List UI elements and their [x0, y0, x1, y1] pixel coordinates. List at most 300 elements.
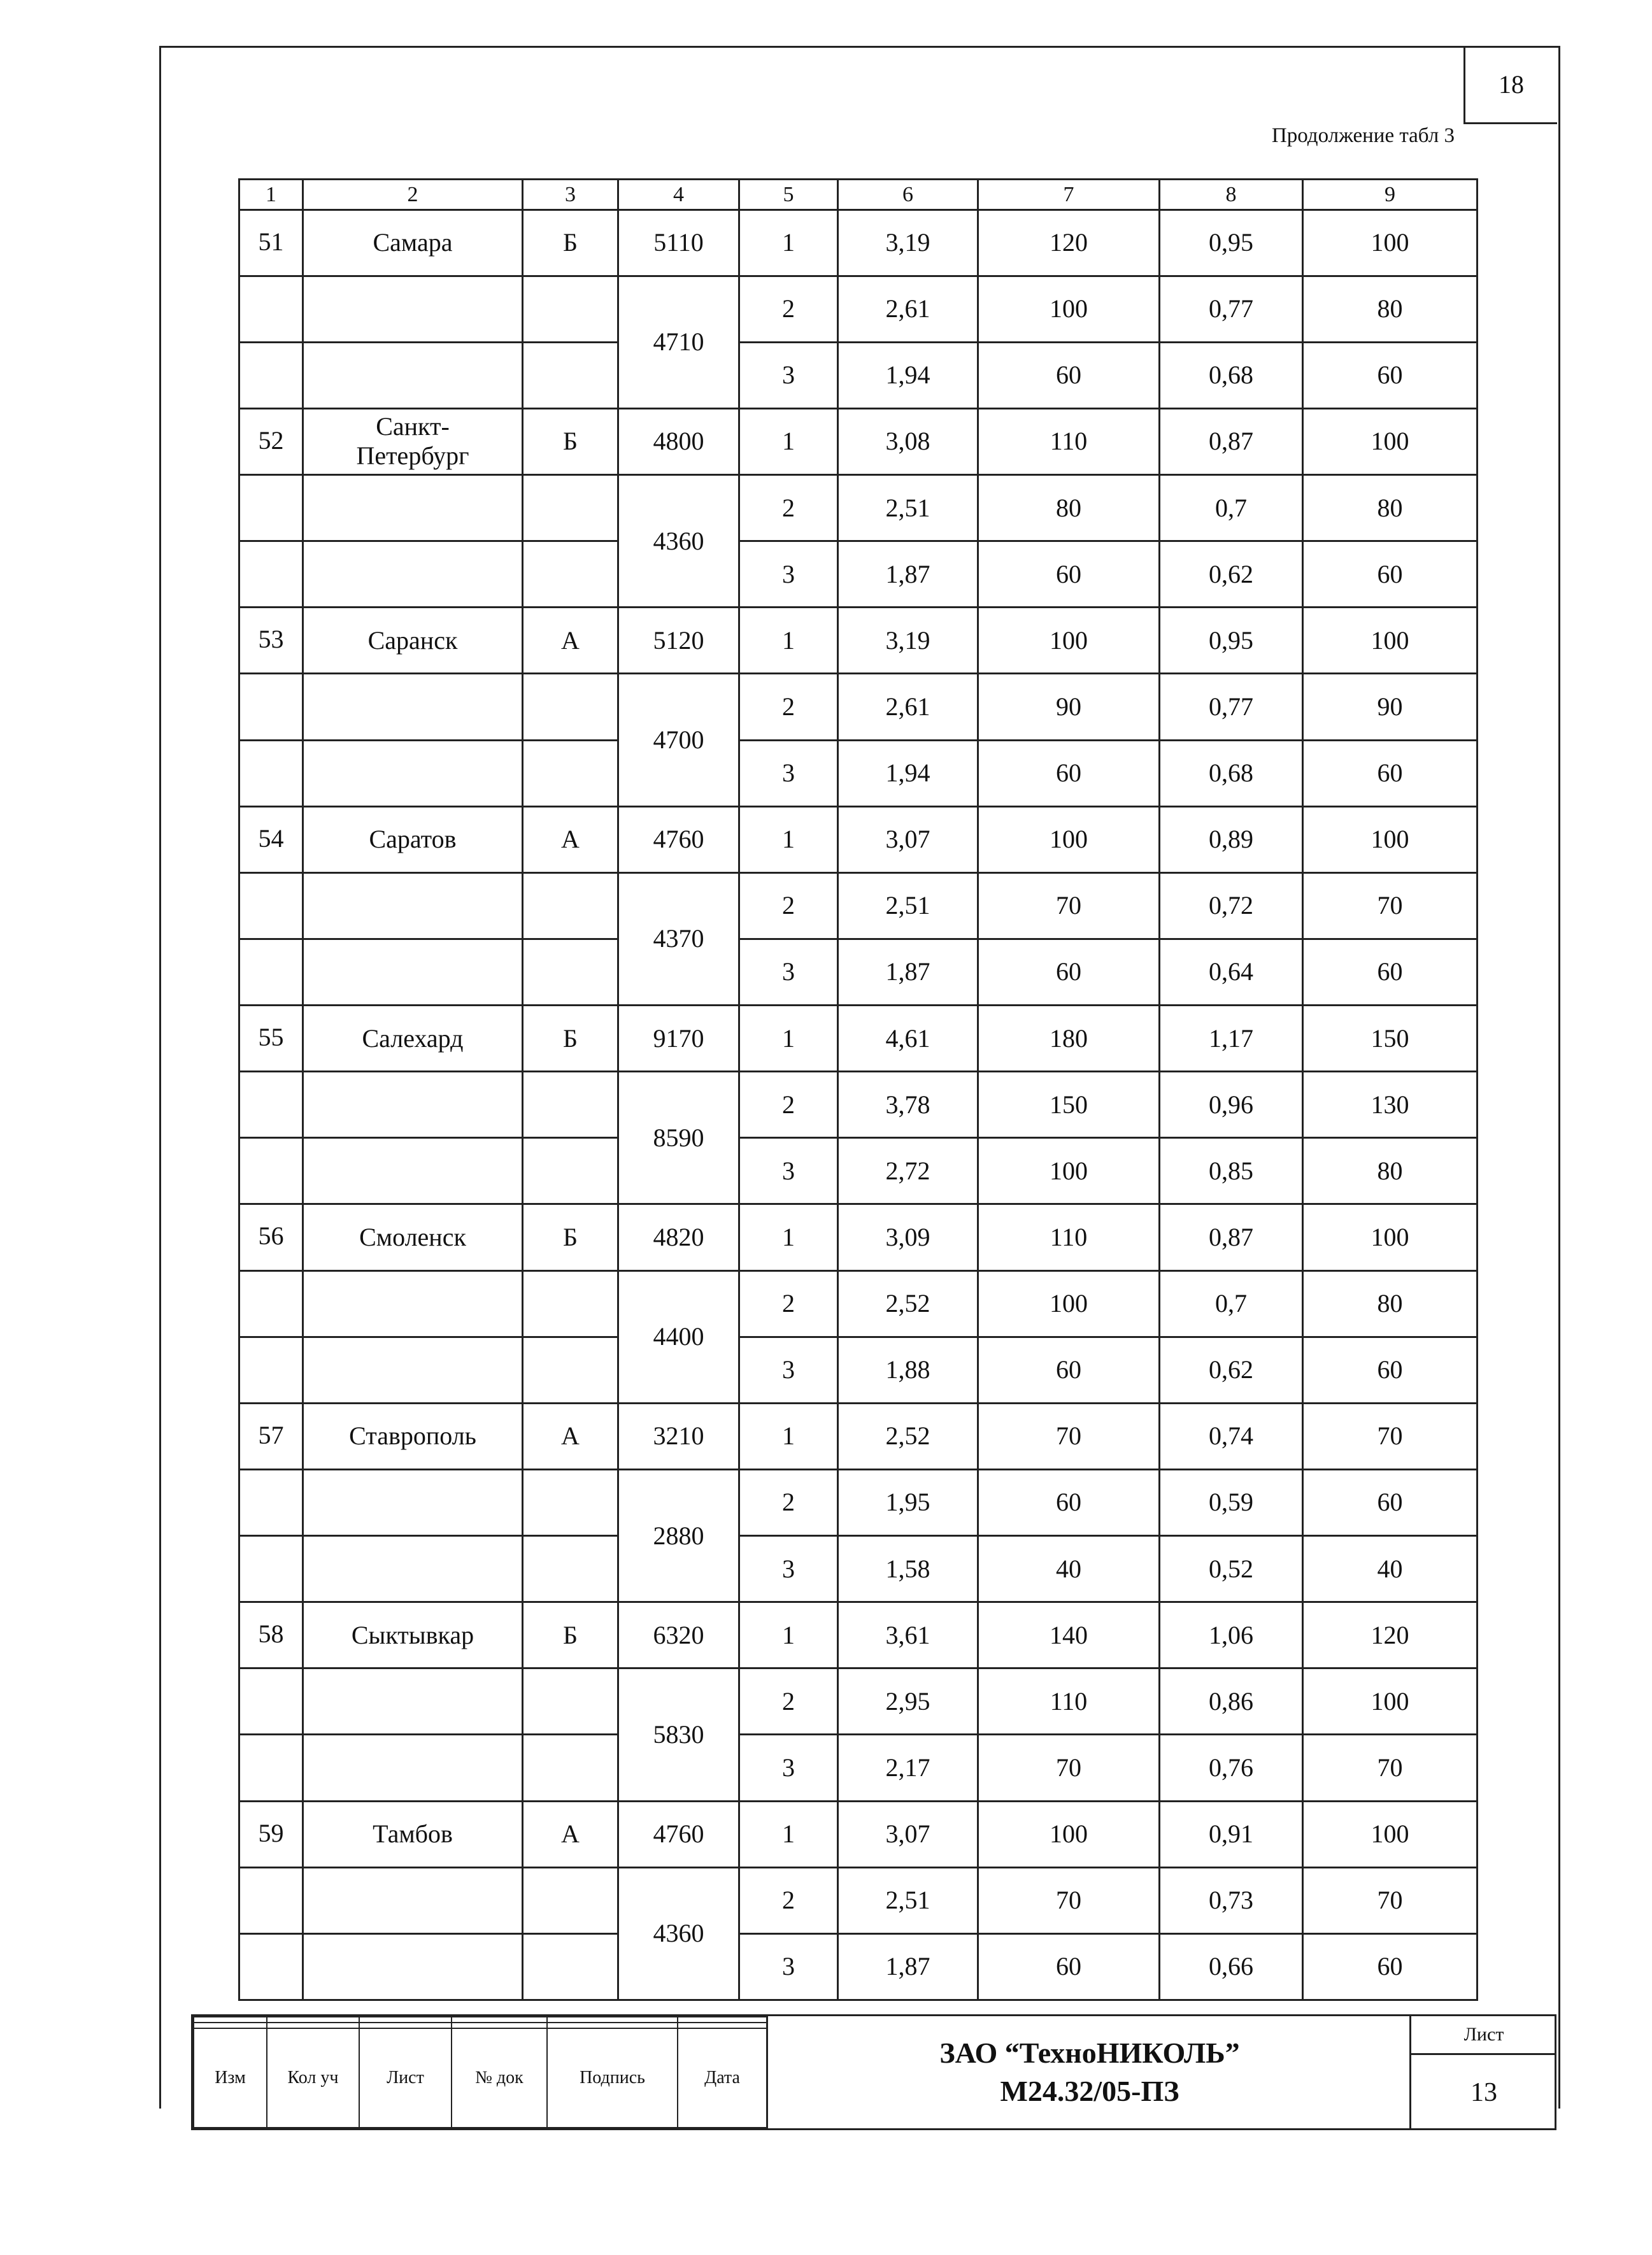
row-number: [239, 1270, 303, 1337]
cell-col8: 1,06: [1160, 1602, 1303, 1668]
cell-col5: 3: [739, 1536, 838, 1602]
stamp-cell: [678, 2017, 767, 2023]
cell-col5: 1: [739, 1204, 838, 1270]
cell-col5: 3: [739, 1337, 838, 1403]
cell-col7: 140: [978, 1602, 1160, 1668]
row-number: [239, 1536, 303, 1602]
table-row: [239, 1933, 1478, 2000]
city-name: Сыктывкар: [303, 1602, 523, 1668]
cell-col9: 70: [1303, 1867, 1478, 1933]
cell-col6: 2,51: [838, 1867, 978, 1933]
zone-cell: [523, 1337, 618, 1403]
city-name: Тамбов: [303, 1801, 523, 1867]
cell-col6: 3,08: [838, 408, 978, 474]
header-cell: 1: [239, 180, 303, 210]
cell-col8: 0,62: [1160, 1337, 1303, 1403]
zone-cell: Б: [523, 1602, 618, 1668]
city-name: [303, 1867, 523, 1933]
cell-col9: 150: [1303, 1006, 1478, 1072]
stamp-cell: [678, 2023, 767, 2028]
cell-col7: 60: [978, 939, 1160, 1005]
cell-col6: 3,19: [838, 608, 978, 674]
cell-col6: 2,17: [838, 1735, 978, 1801]
zone-cell: [523, 1933, 618, 2000]
cell-col6: 2,95: [838, 1668, 978, 1735]
stamp-cell: [267, 2023, 359, 2028]
data-table: [238, 178, 1478, 2001]
cell-col9: 40: [1303, 1536, 1478, 1602]
cell-col5: 2: [739, 872, 838, 939]
revision-grid: [193, 2016, 767, 2128]
cell-col8: 0,95: [1160, 210, 1303, 276]
city-name: Саранск: [303, 608, 523, 674]
row-number: [239, 939, 303, 1005]
cell-col8: 0,95: [1160, 608, 1303, 674]
cell-col8: 1,17: [1160, 1006, 1303, 1072]
city-name: Салехард: [303, 1006, 523, 1072]
city-name: Самара: [303, 210, 523, 276]
zone-cell: Б: [523, 408, 618, 474]
cell-col7: 100: [978, 1270, 1160, 1337]
cell-col8: 0,59: [1160, 1469, 1303, 1535]
stamp-cell: [547, 2017, 678, 2023]
table-row: [239, 939, 1478, 1005]
table-row: [239, 806, 1478, 872]
cell-col4: 5110: [618, 210, 739, 276]
continuation-note: Продолжение табл 3: [1271, 124, 1455, 147]
zone-cell: Б: [523, 1006, 618, 1072]
city-name: Ставрополь: [303, 1403, 523, 1469]
row-number: [239, 872, 303, 939]
zone-cell: [523, 1536, 618, 1602]
cell-col6: 1,87: [838, 939, 978, 1005]
zone-cell: Б: [523, 210, 618, 276]
cell-col9: 60: [1303, 342, 1478, 408]
table-row: [239, 342, 1478, 408]
cell-col9: 60: [1303, 1933, 1478, 2000]
cell-col5: 2: [739, 674, 838, 740]
cell-col8: 0,7: [1160, 475, 1303, 541]
cell-col7: 60: [978, 1469, 1160, 1535]
cell-col6: 2,61: [838, 674, 978, 740]
city-name: [303, 939, 523, 1005]
cell-col8: 0,68: [1160, 342, 1303, 408]
cell-col5: 3: [739, 1138, 838, 1204]
zone-cell: [523, 1072, 618, 1138]
header-cell: 6: [838, 180, 978, 210]
stamp-label: Изм: [194, 2028, 267, 2128]
cell-col7: 70: [978, 1867, 1160, 1933]
row-number: 56: [239, 1204, 303, 1270]
cell-col8: 0,87: [1160, 1204, 1303, 1270]
row-number: [239, 1138, 303, 1204]
cell-col5: 3: [739, 939, 838, 1005]
city-name: [303, 1668, 523, 1735]
row-number: [239, 342, 303, 408]
header-cell: 2: [303, 180, 523, 210]
cell-col6: 3,07: [838, 1801, 978, 1867]
cell-col7: 180: [978, 1006, 1160, 1072]
table-row: [239, 541, 1478, 608]
cell-col6: 1,94: [838, 342, 978, 408]
table-row: [239, 1602, 1478, 1668]
table-row: [239, 1801, 1478, 1867]
city-name: [303, 342, 523, 408]
cell-col7: 40: [978, 1536, 1160, 1602]
table-row: [239, 1006, 1478, 1072]
cell-col8: 0,66: [1160, 1933, 1303, 2000]
city-name: Санкт- Петербург: [303, 408, 523, 474]
cell-col5: 1: [739, 1403, 838, 1469]
cell-col5: 3: [739, 1735, 838, 1801]
cell-col9: 60: [1303, 740, 1478, 806]
city-name: [303, 740, 523, 806]
zone-cell: Б: [523, 1204, 618, 1270]
table-row: [239, 1668, 1478, 1735]
cell-col4: 3210: [618, 1403, 739, 1469]
header-cell: 9: [1303, 180, 1478, 210]
cell-col4: 4360: [618, 475, 739, 608]
row-number: [239, 1072, 303, 1138]
cell-col4: 5120: [618, 608, 739, 674]
stamp-label: № док: [452, 2028, 547, 2128]
row-number: [239, 1735, 303, 1801]
city-name: [303, 1138, 523, 1204]
cell-col8: 0,77: [1160, 276, 1303, 342]
cell-col4: 4360: [618, 1867, 739, 2000]
sheet-box: [1409, 2016, 1556, 2128]
zone-cell: [523, 541, 618, 608]
stamp-cell: [267, 2017, 359, 2023]
cell-col7: 70: [978, 1403, 1160, 1469]
cell-col6: 2,61: [838, 276, 978, 342]
page-number: 18: [1463, 46, 1557, 124]
zone-cell: [523, 740, 618, 806]
row-number: [239, 475, 303, 541]
table-row: [239, 1867, 1478, 1933]
city-name: [303, 1469, 523, 1535]
zone-cell: [523, 1867, 618, 1933]
cell-col6: 2,51: [838, 475, 978, 541]
cell-col8: 0,86: [1160, 1668, 1303, 1735]
table-row: [239, 740, 1478, 806]
cell-col9: 70: [1303, 1735, 1478, 1801]
cell-col7: 60: [978, 740, 1160, 806]
cell-col5: 2: [739, 1469, 838, 1535]
row-number: 55: [239, 1006, 303, 1072]
city-name: [303, 1072, 523, 1138]
city-name: [303, 1337, 523, 1403]
stamp-cell: [359, 2017, 452, 2023]
cell-col9: 80: [1303, 475, 1478, 541]
table-row: [239, 1204, 1478, 1270]
zone-cell: [523, 1270, 618, 1337]
table-row: [239, 1735, 1478, 1801]
row-number: [239, 674, 303, 740]
zone-cell: [523, 1138, 618, 1204]
stamp-cell: [194, 2023, 267, 2028]
cell-col7: 100: [978, 276, 1160, 342]
table-row: [239, 210, 1478, 276]
cell-col6: 1,88: [838, 1337, 978, 1403]
header-cell: 8: [1160, 180, 1303, 210]
row-number: 54: [239, 806, 303, 872]
stamp-label: Подпись: [547, 2028, 678, 2128]
row-number: [239, 1933, 303, 2000]
cell-col5: 3: [739, 1933, 838, 2000]
cell-col8: 0,96: [1160, 1072, 1303, 1138]
cell-col5: 2: [739, 1867, 838, 1933]
document-code: М24.32/05-ПЗ: [1000, 2075, 1179, 2107]
cell-col7: 100: [978, 806, 1160, 872]
cell-col9: 90: [1303, 674, 1478, 740]
cell-col4: 4700: [618, 674, 739, 806]
cell-col4: 4710: [618, 276, 739, 408]
city-name: [303, 1536, 523, 1602]
cell-col6: 1,87: [838, 1933, 978, 2000]
cell-col7: 90: [978, 674, 1160, 740]
stamp-cell: [452, 2023, 547, 2028]
header-cell: 3: [523, 180, 618, 210]
cell-col9: 60: [1303, 541, 1478, 608]
cell-col8: 0,89: [1160, 806, 1303, 872]
cell-col6: 3,07: [838, 806, 978, 872]
table-row: [239, 1469, 1478, 1535]
table-row: [239, 1337, 1478, 1403]
row-number: 59: [239, 1801, 303, 1867]
stamp-cell: [452, 2017, 547, 2023]
title-block: [191, 2014, 1556, 2130]
cell-col4: 8590: [618, 1072, 739, 1204]
cell-col5: 2: [739, 475, 838, 541]
cell-col5: 2: [739, 276, 838, 342]
cell-col9: 100: [1303, 608, 1478, 674]
cell-col6: 1,94: [838, 740, 978, 806]
stamp-cell: [194, 2017, 267, 2023]
cell-col5: 1: [739, 1006, 838, 1072]
cell-col5: 3: [739, 740, 838, 806]
stamp-label: Дата: [678, 2028, 767, 2128]
row-number: 57: [239, 1403, 303, 1469]
table-row: [239, 276, 1478, 342]
zone-cell: [523, 939, 618, 1005]
city-name: [303, 475, 523, 541]
cell-col9: 70: [1303, 872, 1478, 939]
table-row: [239, 1536, 1478, 1602]
cell-col8: 0,76: [1160, 1735, 1303, 1801]
cell-col6: 2,51: [838, 872, 978, 939]
stamp-cell: [547, 2023, 678, 2028]
table-row: [239, 674, 1478, 740]
cell-col4: 4400: [618, 1270, 739, 1403]
table-header-row: [239, 180, 1478, 210]
cell-col6: 2,52: [838, 1403, 978, 1469]
row-number: [239, 740, 303, 806]
cell-col9: 100: [1303, 408, 1478, 474]
cell-col8: 0,91: [1160, 1801, 1303, 1867]
cell-col5: 2: [739, 1270, 838, 1337]
cell-col9: 100: [1303, 1204, 1478, 1270]
cell-col4: 6320: [618, 1602, 739, 1668]
table-row: [239, 1138, 1478, 1204]
zone-cell: А: [523, 806, 618, 872]
cell-col7: 60: [978, 1337, 1160, 1403]
table-row: [239, 1072, 1478, 1138]
cell-col6: 3,61: [838, 1602, 978, 1668]
stamp-label: Кол уч: [267, 2028, 359, 2128]
city-name: [303, 872, 523, 939]
table-row: [239, 872, 1478, 939]
stamp-cell: [359, 2023, 452, 2028]
zone-cell: [523, 1668, 618, 1735]
zone-cell: А: [523, 1403, 618, 1469]
city-name: [303, 276, 523, 342]
header-cell: 7: [978, 180, 1160, 210]
cell-col9: 100: [1303, 210, 1478, 276]
cell-col7: 80: [978, 475, 1160, 541]
cell-col8: 0,7: [1160, 1270, 1303, 1337]
cell-col5: 1: [739, 210, 838, 276]
cell-col9: 100: [1303, 1801, 1478, 1867]
cell-col9: 120: [1303, 1602, 1478, 1668]
cell-col7: 150: [978, 1072, 1160, 1138]
cell-col7: 100: [978, 1138, 1160, 1204]
cell-col6: 1,95: [838, 1469, 978, 1535]
cell-col4: 4800: [618, 408, 739, 474]
row-number: [239, 1469, 303, 1535]
cell-col9: 100: [1303, 806, 1478, 872]
city-name: [303, 1270, 523, 1337]
cell-col9: 80: [1303, 1270, 1478, 1337]
cell-col5: 2: [739, 1072, 838, 1138]
cell-col9: 60: [1303, 1337, 1478, 1403]
sheet-number: 13: [1470, 2078, 1497, 2107]
zone-cell: [523, 872, 618, 939]
zone-cell: [523, 1469, 618, 1535]
cell-col5: 3: [739, 342, 838, 408]
zone-cell: [523, 1735, 618, 1801]
stamp-label: Лист: [359, 2028, 452, 2128]
cell-col6: 3,09: [838, 1204, 978, 1270]
cell-col7: 60: [978, 1933, 1160, 2000]
cell-col9: 80: [1303, 1138, 1478, 1204]
header-cell: 4: [618, 180, 739, 210]
cell-col8: 0,52: [1160, 1536, 1303, 1602]
cell-col6: 2,72: [838, 1138, 978, 1204]
cell-col4: 9170: [618, 1006, 739, 1072]
zone-cell: [523, 342, 618, 408]
zone-cell: [523, 276, 618, 342]
cell-col8: 0,64: [1160, 939, 1303, 1005]
city-name: [303, 674, 523, 740]
cell-col8: 0,62: [1160, 541, 1303, 608]
table-row: [239, 608, 1478, 674]
city-name: [303, 1933, 523, 2000]
cell-col4: 4370: [618, 872, 739, 1005]
table-row: [239, 1403, 1478, 1469]
row-number: 51: [239, 210, 303, 276]
cell-col9: 60: [1303, 939, 1478, 1005]
cell-col5: 2: [739, 1668, 838, 1735]
cell-col8: 0,77: [1160, 674, 1303, 740]
cell-col6: 2,52: [838, 1270, 978, 1337]
row-number: 53: [239, 608, 303, 674]
cell-col5: 1: [739, 408, 838, 474]
cell-col7: 100: [978, 1801, 1160, 1867]
cell-col7: 110: [978, 1204, 1160, 1270]
cell-col4: 2880: [618, 1469, 739, 1602]
cell-col6: 3,19: [838, 210, 978, 276]
company-name: ЗАО “ТехноНИКОЛЬ”: [939, 2037, 1240, 2070]
cell-col6: 1,58: [838, 1536, 978, 1602]
row-number: 52: [239, 408, 303, 474]
cell-col4: 4820: [618, 1204, 739, 1270]
cell-col7: 70: [978, 872, 1160, 939]
cell-col9: 60: [1303, 1469, 1478, 1535]
row-number: [239, 1867, 303, 1933]
cell-col8: 0,74: [1160, 1403, 1303, 1469]
cell-col6: 4,61: [838, 1006, 978, 1072]
header-cell: 5: [739, 180, 838, 210]
cell-col5: 3: [739, 541, 838, 608]
row-number: [239, 541, 303, 608]
cell-col4: 5830: [618, 1668, 739, 1801]
cell-col5: 1: [739, 1602, 838, 1668]
row-number: [239, 1668, 303, 1735]
cell-col4: 4760: [618, 1801, 739, 1867]
cell-col7: 60: [978, 342, 1160, 408]
cell-col9: 70: [1303, 1403, 1478, 1469]
city-name: [303, 1735, 523, 1801]
zone-cell: А: [523, 608, 618, 674]
cell-col5: 1: [739, 1801, 838, 1867]
cell-col9: 130: [1303, 1072, 1478, 1138]
zone-cell: А: [523, 1801, 618, 1867]
row-number: [239, 276, 303, 342]
zone-cell: [523, 674, 618, 740]
cell-col8: 0,73: [1160, 1867, 1303, 1933]
document-title: [766, 2016, 1411, 2128]
cell-col6: 1,87: [838, 541, 978, 608]
cell-col7: 120: [978, 210, 1160, 276]
cell-col6: 3,78: [838, 1072, 978, 1138]
row-number: [239, 1337, 303, 1403]
cell-col8: 0,85: [1160, 1138, 1303, 1204]
city-name: Саратов: [303, 806, 523, 872]
table-row: [239, 408, 1478, 474]
cell-col7: 110: [978, 1668, 1160, 1735]
cell-col5: 1: [739, 806, 838, 872]
cell-col8: 0,87: [1160, 408, 1303, 474]
cell-col7: 70: [978, 1735, 1160, 1801]
table-row: [239, 1270, 1478, 1337]
cell-col9: 100: [1303, 1668, 1478, 1735]
cell-col7: 60: [978, 541, 1160, 608]
cell-col9: 80: [1303, 276, 1478, 342]
sheet-label: Лист: [1411, 2016, 1556, 2055]
cell-col5: 1: [739, 608, 838, 674]
cell-col4: 4760: [618, 806, 739, 872]
city-name: [303, 541, 523, 608]
table-row: [239, 475, 1478, 541]
cell-col7: 110: [978, 408, 1160, 474]
cell-col7: 100: [978, 608, 1160, 674]
zone-cell: [523, 475, 618, 541]
row-number: 58: [239, 1602, 303, 1668]
city-name: Смоленск: [303, 1204, 523, 1270]
cell-col8: 0,72: [1160, 872, 1303, 939]
cell-col8: 0,68: [1160, 740, 1303, 806]
